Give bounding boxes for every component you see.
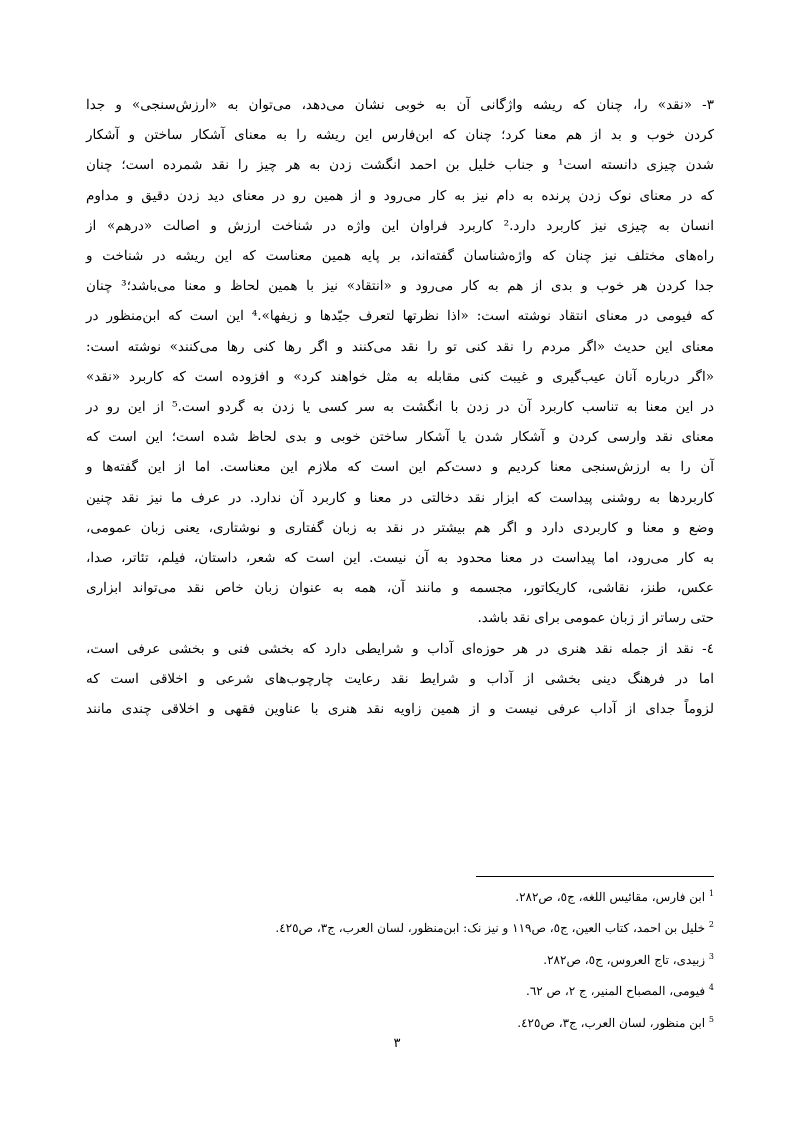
body-line: ٣- «نقد» را، چنان که ریشه واژگانی آن به خوبی نشان می‌دهد، می‌توان به «ارزش‌سنجی» و جدا: [86, 97, 714, 113]
footnote-text: فیومی، المصباح المنیر، ج ٢، ص ٦٢.: [526, 984, 706, 999]
body-line: راه‌های مختلف نیز چنان که واژه‌شناسان گفته‌اند، بر پایه همین معناست که این ریشه در شناخت و: [86, 248, 714, 265]
body-line: که در معنای نوک زدن پرنده به دام نیز به کار می‌رود و از همین رو در معنای دید زدن دقیق و مداوم: [86, 187, 714, 204]
footnote: [86, 911, 714, 942]
body-line: وضع و معنا و کاربردی دارد و اگر هم بیشتر در نقد به زبان گفتاری و نوشتاری، یعنی زبان عمومی،: [86, 519, 714, 536]
footnote-text: خلیل بن احمد، کتاب العین، ج٥، ص١١٩ و نیز نک: ابن‌منظور، لسان العرب، ج٣، ص٤٢٥.: [275, 921, 706, 936]
body-line: کردن خوب و بد از هم معنا کرد؛ چنان که ابن‌فارس این ریشه را به معنای آشکار ساختن و آشکار: [86, 127, 714, 144]
body-line: شدن چیزی دانسته است¹ و جناب خلیل بن احمد انگشت زدن به هر چیز را نقد شمرده است؛ چنان: [86, 157, 714, 174]
body-line: انسان به چیزی نیز کاربرد دارد.² کاربرد فراوان این واژه در شناخت ارزش و اصالت «درهم» از: [86, 217, 714, 234]
footnote-number: 4: [708, 983, 714, 993]
page-number: ٣: [393, 1036, 401, 1051]
footnote-separator: [476, 876, 714, 877]
body-line: «اگر درباره آنان عیب‌گیری و غیبت کنی مقابله به مثل خواهند کرد» و افزوده است که کاربرد «نقد»: [86, 368, 714, 385]
body-line: جدا کردن هر خوب و بدی از هم به کار می‌رود و «انتقاد» نیز با همین لحاظ و معنا می‌باشد؛³ چنان: [86, 278, 714, 295]
body-line: ٤- نقد از جمله نقد هنری در هر حوزه‌ای آداب و شرایطی دارد که بخشی فنی و بخشی عرفی است،: [86, 640, 714, 657]
footnote: [86, 943, 714, 974]
footnote-text: زبیدی، تاج العروس، ج٥، ص٢٨٢.: [543, 952, 706, 967]
body-text: [86, 90, 714, 724]
footnote-text: ابن فارس، مقائیس اللغه، ج٥، ص٢٨٢.: [515, 890, 706, 904]
footnote-number: 3: [708, 951, 714, 961]
footnote: [86, 880, 714, 911]
footnote: [86, 974, 714, 1005]
body-line: در این معنا به تناسب کاربرد آن در زدن با انگشت به سر کسی یا زدن به گردو است.⁵ از این رو در: [86, 399, 715, 416]
footnote-text: ابن منظور، لسان العرب، ج٣، ص٤٢٥.: [517, 1015, 706, 1030]
body-line: معنای این حدیث «اگر مردم را نقد کنی تو را نقد می‌کنند و اگر رها کنی رها می‌کنند» نوشته است:: [86, 338, 714, 355]
body-line: عکس، طنز، نقاشی، کاریکاتور، مجسمه و مانند آن، همه به عنوان زبان خاص نقد می‌تواند ابزاری: [86, 580, 714, 597]
body-line: کاربردها به روشنی پیداست که ابزار نقد دخالتی در معنا و کاربرد آن ندارد. در عرف ما نیز نقد چنین: [86, 489, 714, 506]
body-line: لزوماً جدای از آداب عرفی نیست و از همین زاویه نقد هنری با عناوین فقهی و اخلاقی چندی مانند: [86, 701, 714, 718]
footnote-number: 1: [708, 889, 714, 898]
body-line: که فیومی در معنای انتقاد نوشته است: «اذا نظرتها لتعرف جیّدها و زیفها».⁴ این است که ابن‌منظور در: [86, 308, 714, 325]
footnote-number: 5: [708, 1014, 714, 1024]
body-line: به کار می‌رود، اما پیداست در معنا محدود به آن نیست. این است که شعر، داستان، فیلم، تئاتر، صدا،: [86, 550, 714, 567]
footnotes: [86, 880, 714, 1037]
body-line: معنای نقد وارسی کردن و آشکار شدن یا آشکار ساختن خوبی و بدی لحاظ شده است؛ این است که: [86, 429, 714, 446]
body-line: آن را به ارزش‌سنجی معنا کردیم و دست‌کم این است که ملازم این معناست. اما از این گفته‌ها و: [86, 459, 714, 476]
body-line: حتی رساتر از زبان عمومی برای نقد باشد.: [477, 610, 714, 627]
footnote-number: 2: [708, 920, 714, 930]
body-line: اما در فرهنگ دینی بخشی از آداب و شرایط نقد رعایت چارچوب‌های شرعی و اخلاقی است که: [86, 670, 714, 687]
footnote: [86, 1006, 714, 1037]
